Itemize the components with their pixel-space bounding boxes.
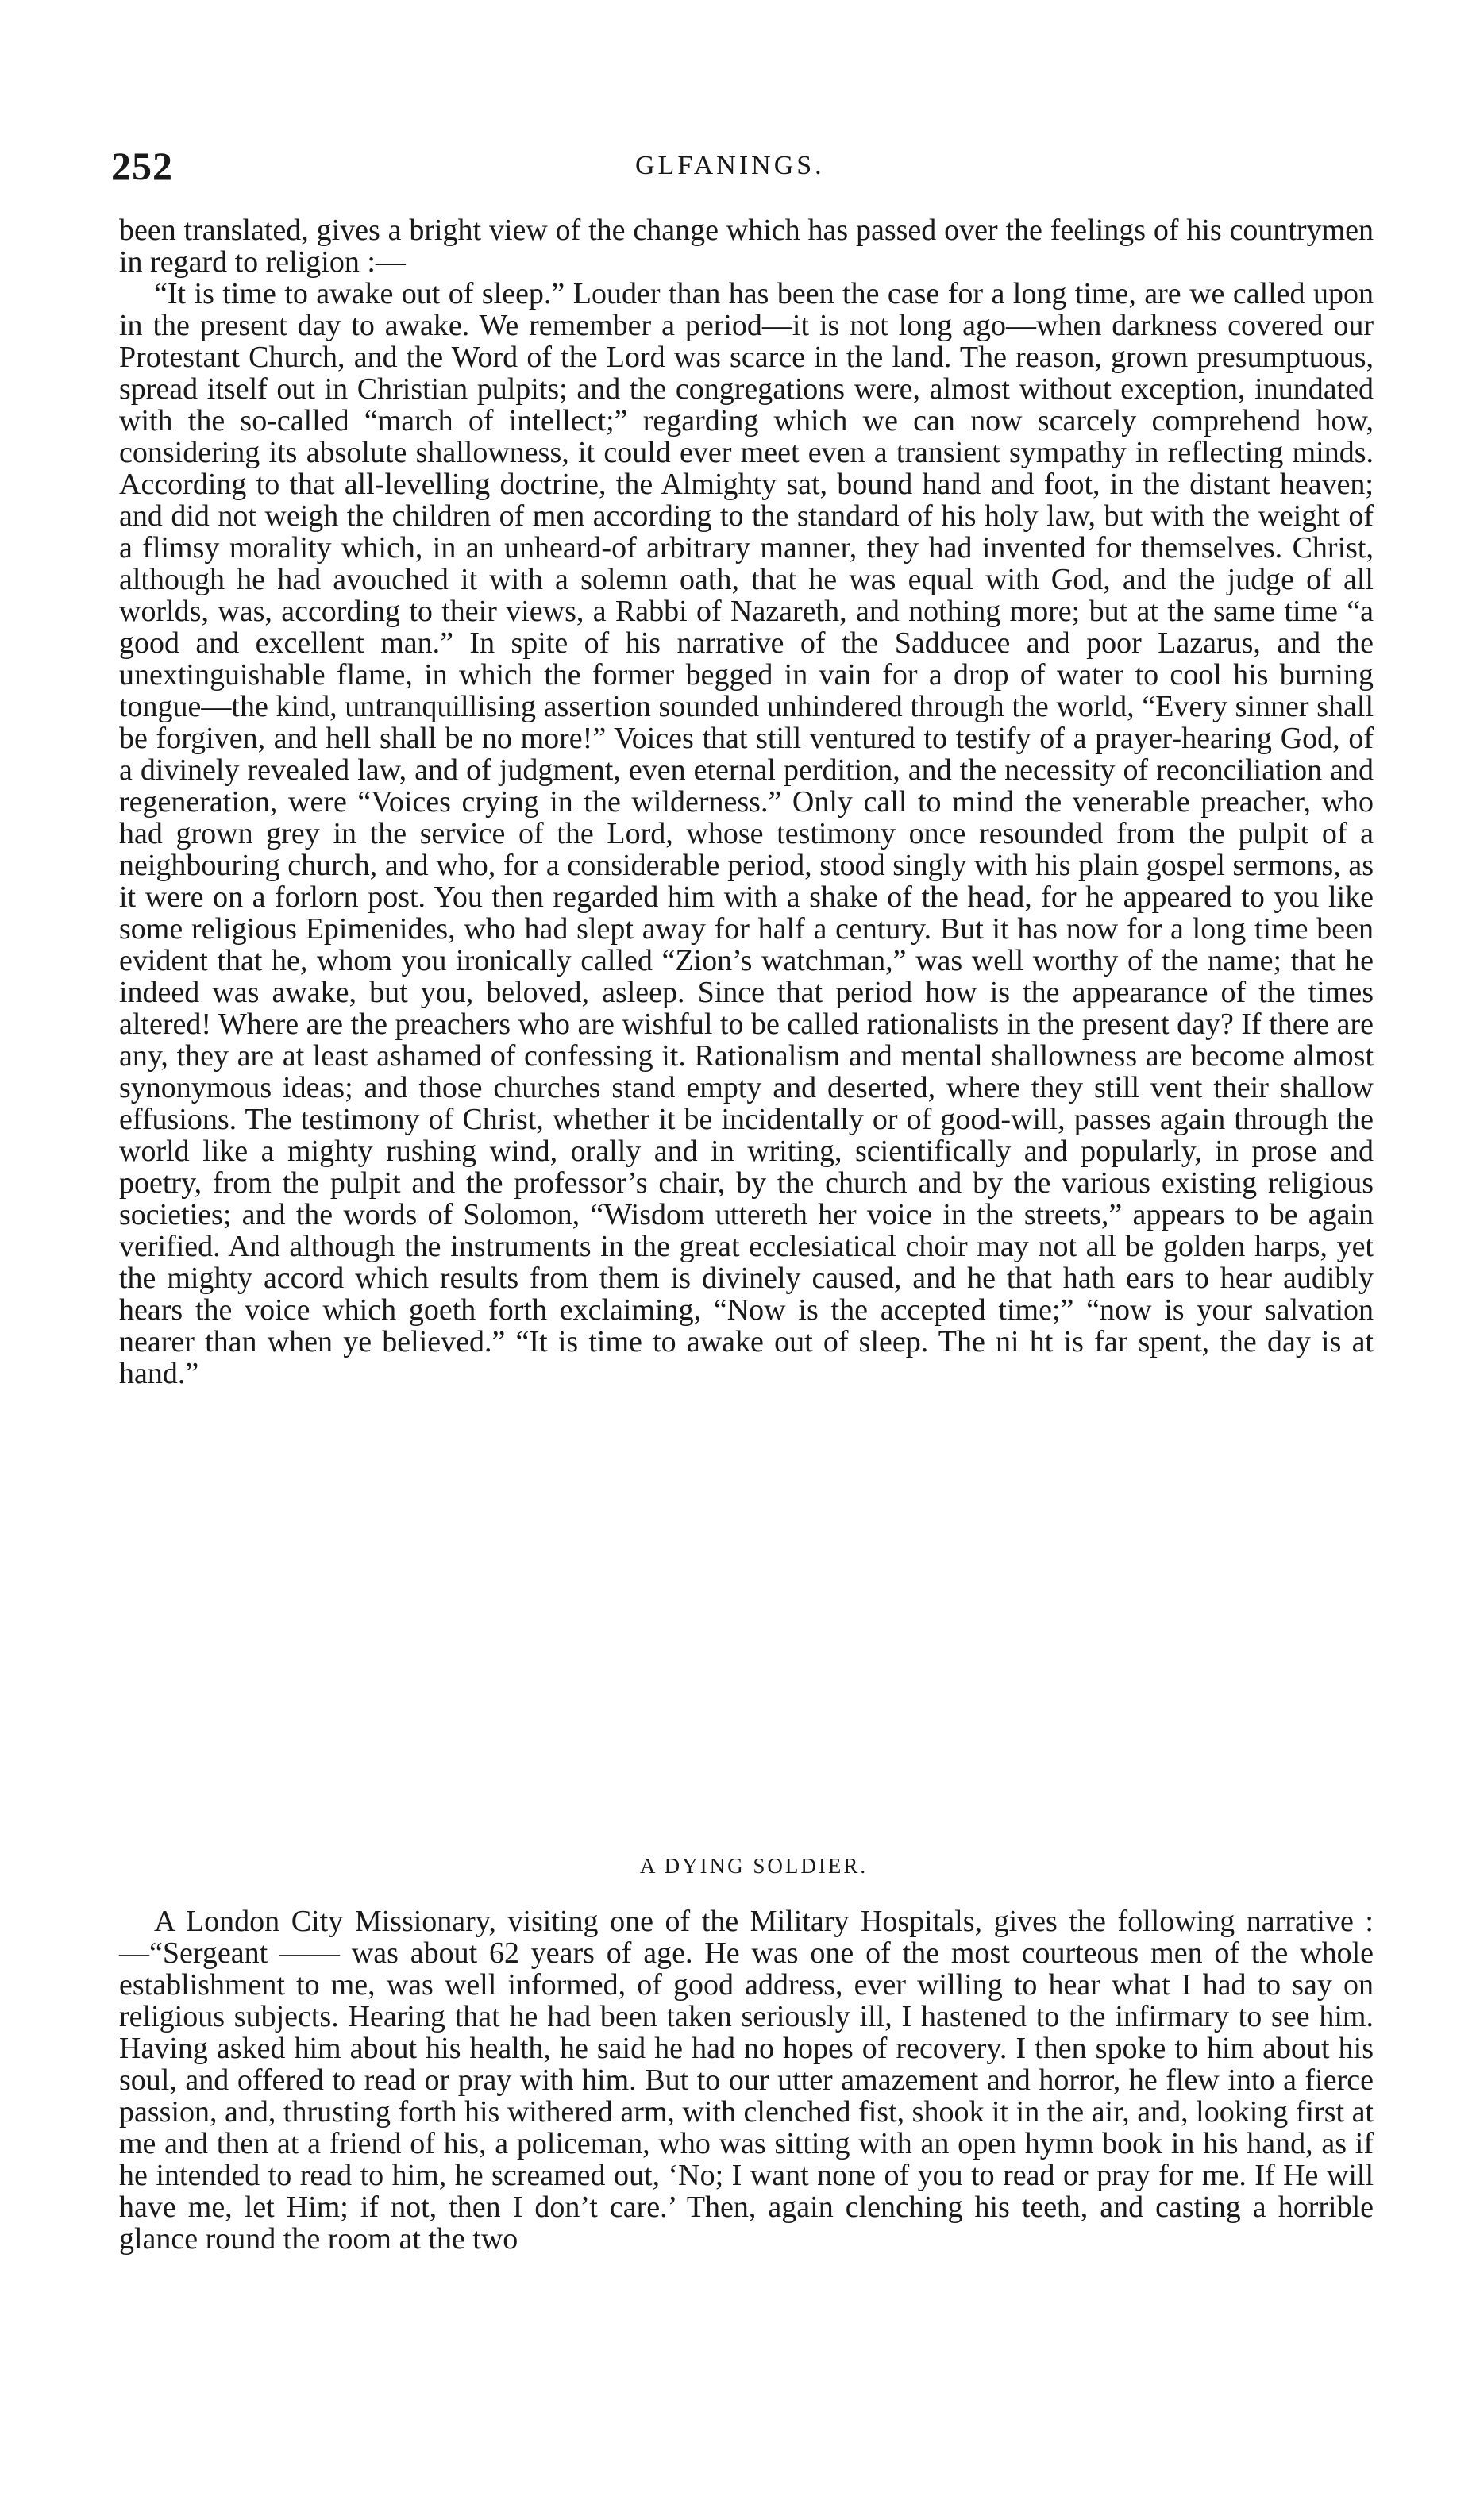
section-paragraph: A London City Missionary, visiting one of the Military Hospitals, gives the following narrative :—“Sergeant —— was about 62 years of age. He was one of the most courteous men of the whole establishment to me, was well informed, of good address, ever willing to hear what I had to say on religious subjects. Hearing that he had been taken seriously ill, I hastened to the infirmary to see him. Having asked him about his health, he said he had no hopes of recovery. I then spoke to him about his soul, and offered to read or pray with him. But to our utter amazement and horror, he flew into a fierce passion, and, thrusting forth his withered arm, with clenched fist, shook it in the air, and, looking first at me and then at a friend of his, a policeman, who was sitting with an open hymn book in his hand, as if he intended to read to him, he screamed out, ‘No; I want none of you to read or pray for me. If He will have me, let Him; if not, then I don’t care.’ Then, again clenching his teeth, and casting a horrible glance round the room at the two — [119, 1905, 1374, 2256]
body-paragraph-continued: been translated, gives a bright view of the change which has passed over the feelings of his countrymen in regard to religion :— — [119, 214, 1374, 279]
section-heading: A DYING SOLDIER. — [639, 1854, 869, 1878]
page-number: 252 — [111, 144, 173, 188]
running-title: GLFANINGS. — [635, 151, 825, 180]
article-body — [119, 214, 1374, 1389]
section-body — [119, 1905, 1374, 2255]
body-paragraph-quotation: “It is time to awake out of sleep.” Louder than has been the case for a long time, are we called upon in the present day to awake. We remember a period—it is not long ago—when darkness covered our Protestant Church, and the Word of the Lord was scarce in the land. The reason, grown presumptuous, spread itself out in Christian pulpits; and the congregations were, almost without exception, inundated with the so-called “march of intellect;” regarding which we can now scarcely comprehend how, considering its absolute shallowness, it could ever meet even a transient sympathy in reflecting minds. According to that all-levelling doctrine, the Almighty sat, bound hand and foot, in the distant heaven; and did not weigh the children of men according to the standard of his holy law, but with the weight of a flimsy morality which, in an unheard-of arbitrary manner, they had invented for themselves. Christ, although he had avouched it with a solemn oath, that he was equal with God, and the judge of all worlds, was, according to their views, a Rabbi of Nazareth, and nothing more; but at the same time “a good and excellent man.” In spite of his narrative of the Sadducee and poor Lazarus, and the unextinguishable flame, in which the former begged in vain for a drop of water to cool his burning tongue—the kind, untranquillising assertion sounded unhindered through the world, “Every sinner shall be forgiven, and hell shall be no more!” Voices that still ventured to testify of a prayer-hearing God, of a divinely revealed law, and of judgment, even eternal perdition, and the necessity of reconciliation and regeneration, were “Voices crying in the wilderness.” Only call to mind the venerable preacher, who had grown grey in the service of the Lord, whose testimony once resounded from the pulpit of a neighbouring church, and who, for a considerable period, stood singly with his plain gospel sermons, as it were on a forlorn post. You then regarded him with a shake of the head, for he appeared to you like some religious Epimenides, who had slept away for half a century. But it has now for a long time been evident that he, whom you ironically called “Zion’s watchman,” was well worthy of the name; that he indeed was awake, but you, beloved, asleep. Since that period how is the appearance of the times altered! Where are the preachers who are wishful to be called rationalists in the present day? If there are any, they are at least ashamed of confessing it. Rationalism and mental shallowness are become almost synonymous ideas; and those churches stand empty and deserted, where they still vent their shallow effusions. The testimony of Christ, whether it be incidentally or of good-will, passes again through the world like a mighty rushing wind, orally and in writing, scientifically and popularly, in prose and poetry, from the pulpit and the professor’s chair, by the church and by the various existing religious societies; and the words of Solomon, “Wisdom uttereth her voice in the streets,” appears to be again verified. And although the instruments in the great ecclesiatical choir may not all be golden harps, yet the mighty accord which results from them is divinely caused, and he that hath ears to hear audibly hears the voice which goeth forth exclaiming, “Now is the accepted time;” “now is your salvation nearer than when ye believed.” “It is time to awake out of sleep. The ni ht is far spent, the day is at hand.” — [119, 277, 1374, 1390]
